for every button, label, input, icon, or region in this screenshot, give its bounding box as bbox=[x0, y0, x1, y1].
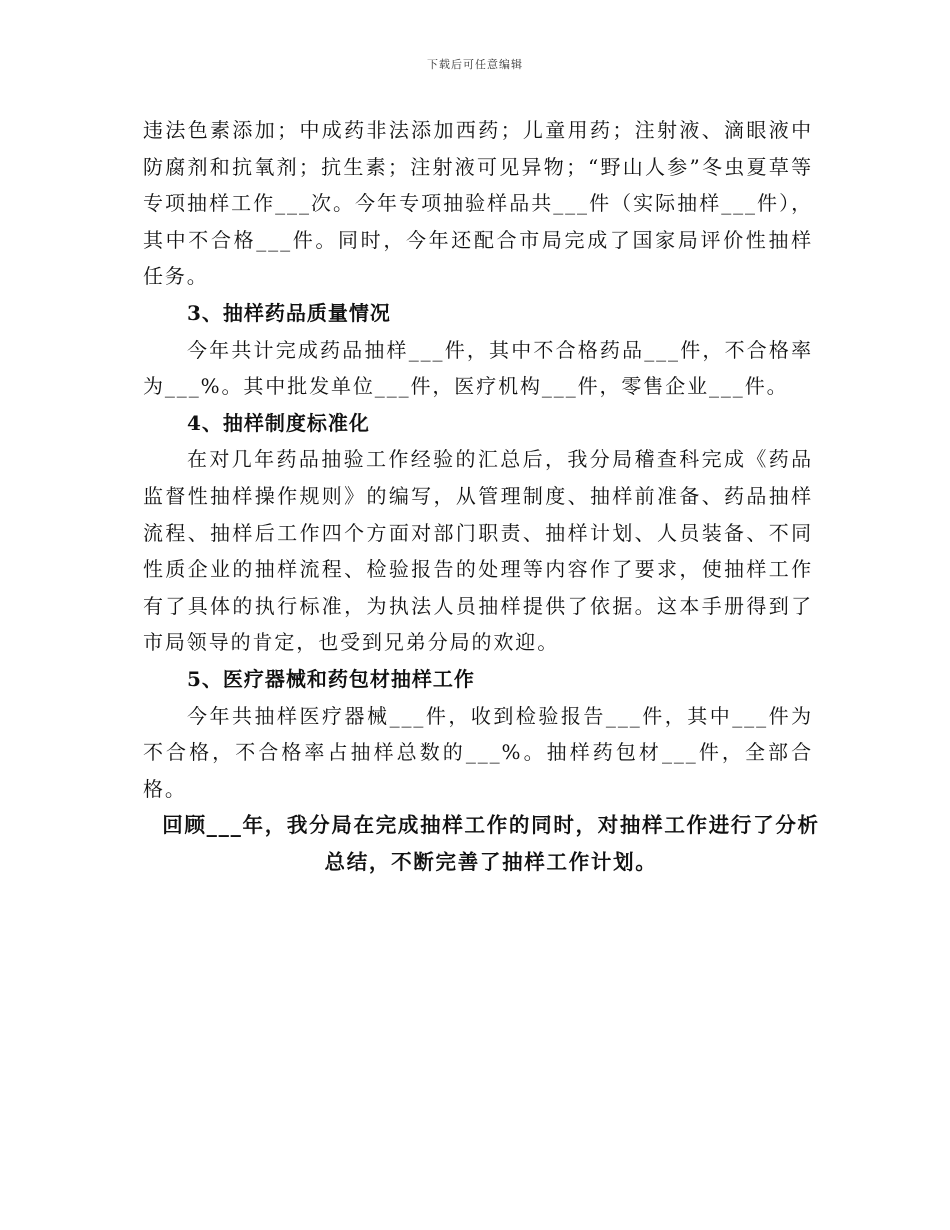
page-header: 下载后可任意编辑 bbox=[427, 58, 523, 71]
section5-body: 今年共抽样医疗器械___件，收到检验报告___件，其中___件为不合格，不合格率占抽样总数的___%。抽样药包材___件，全部合格。 bbox=[143, 703, 813, 801]
section2-continuation: 违法色素添加；中成药非法添加西药；儿童用药；注射液、滴眼液中防腐剂和抗氧剂；抗生素；注射液可见异物；“野山人参”冬虫夏草等专项抽样工作___次。今年专项抽验样品共___件（实际抽样___件），其中不合格___件。同时，今年还配合市局完成了国家局评价性抽样任务。 bbox=[143, 118, 813, 289]
section4-body: 在对几年药品抽验工作经验的汇总后，我分局稽查科完成《药品监督性抽样操作规则》的编写，从管理制度、抽样前准备、药品抽样流程、抽样后工作四个方面对部门职责、抽样计划、人员装备、不同性质企业的抽样流程、检验报告的处理等内容作了要求，使抽样工作有了具体的执行标准，为执法人员抽样提供了依据。这本手册得到了市局领导的肯定，也受到兄弟分局的欢迎。 bbox=[143, 447, 813, 655]
document-body bbox=[143, 112, 820, 880]
section4-heading: 4、抽样制度标准化 bbox=[187, 410, 370, 435]
section5-heading: 5、医疗器械和药包材抽样工作 bbox=[187, 666, 475, 691]
section3-body: 今年共计完成药品抽样___件，其中不合格药品___件，不合格率为___%。其中批发单位___件，医疗机构___件，零售企业___件。 bbox=[143, 337, 813, 399]
section3-heading: 3、抽样药品质量情况 bbox=[187, 300, 391, 325]
summary-paragraph: 回顾___年，我分局在完成抽样工作的同时，对抽样工作进行了分析总结，不断完善了抽样工作计划。 bbox=[162, 813, 820, 874]
